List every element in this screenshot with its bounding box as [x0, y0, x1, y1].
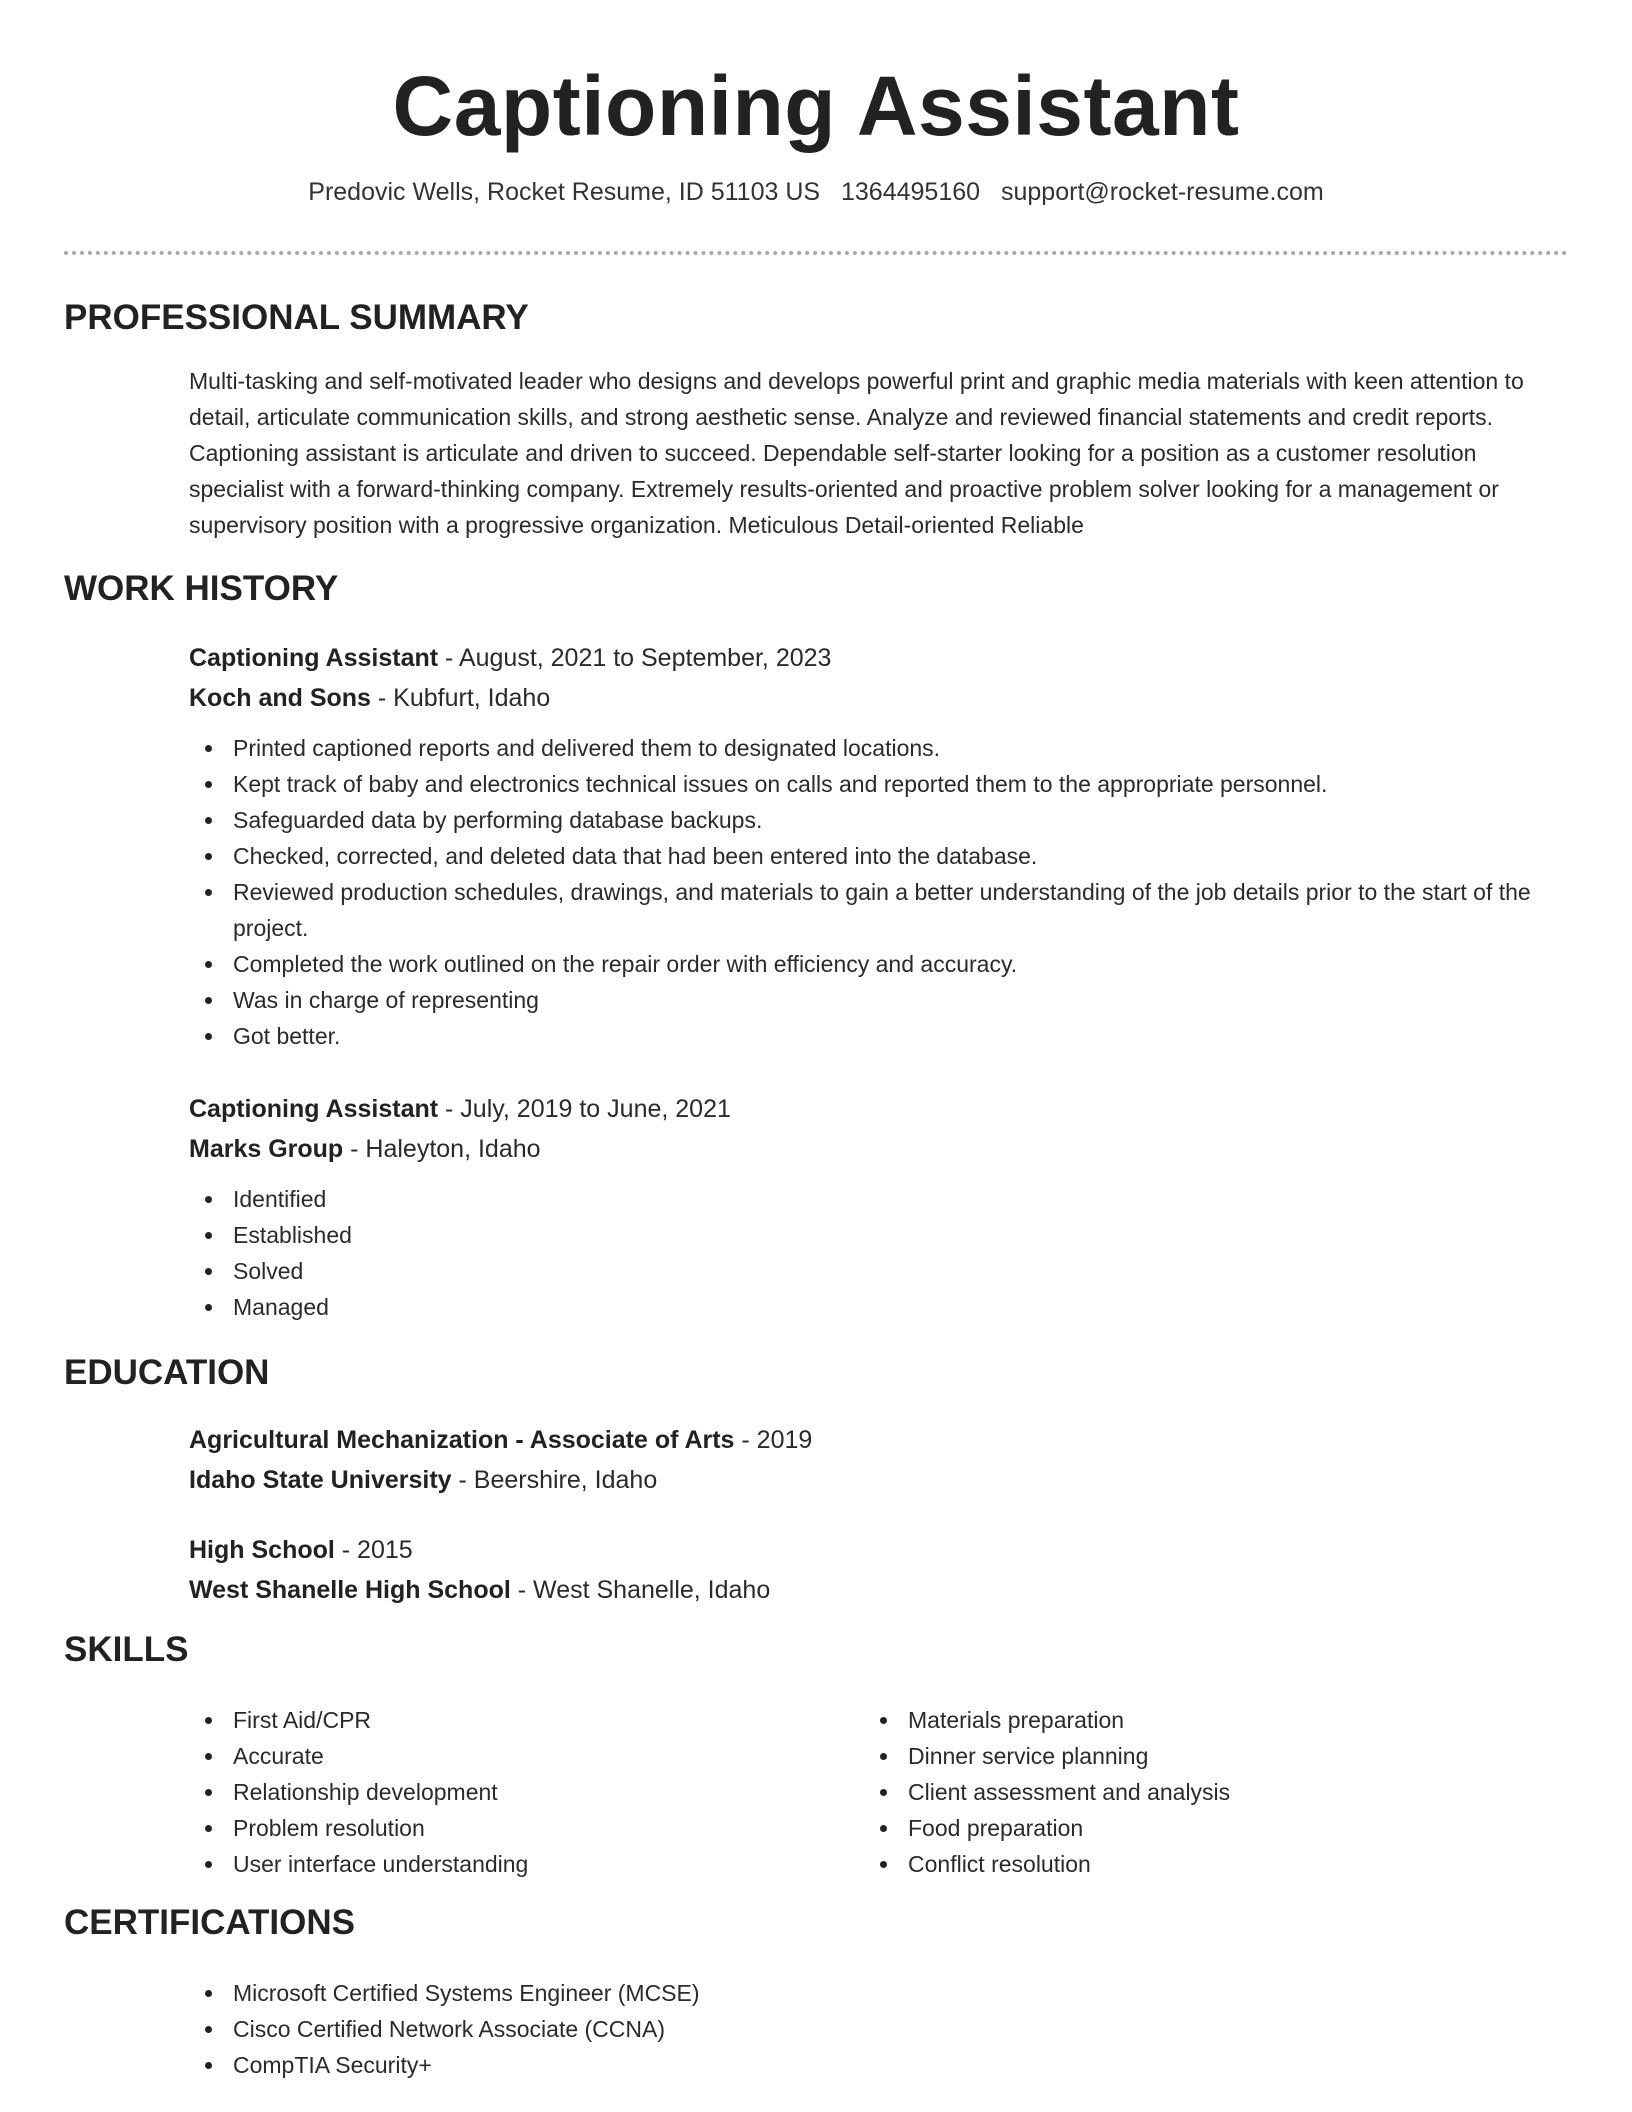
list-item: Safeguarded data by performing database backups. [189, 802, 1539, 838]
skills-heading: SKILLS [64, 1630, 189, 1669]
degree-year: - 2015 [334, 1536, 413, 1564]
summary-heading: PROFESSIONAL SUMMARY [64, 298, 529, 337]
job-location: - Kubfurt, Idaho [370, 684, 551, 712]
list-item: Dinner service planning [864, 1738, 1539, 1774]
school-line [189, 1460, 1539, 1500]
list-item: Cisco Certified Network Associate (CCNA) [189, 2011, 1539, 2047]
job-title-line [189, 1089, 1539, 1129]
job-title-line [189, 638, 1539, 678]
certifications-section [189, 1975, 1539, 2083]
degree-name: High School [189, 1536, 335, 1564]
list-item: Was in charge of representing [189, 982, 1539, 1018]
job-role: Captioning Assistant [189, 644, 439, 672]
education-entry [189, 1420, 1539, 1500]
school-line [189, 1570, 1539, 1610]
degree-line [189, 1530, 1539, 1570]
list-item: Conflict resolution [864, 1846, 1539, 1882]
contact-address: Predovic Wells, Rocket Resume, ID 51103 US [308, 178, 821, 206]
contact-line [0, 174, 1632, 210]
summary-text: Multi-tasking and self-motivated leader who designs and develops powerful print and graphic media materials with keen attention to detail, articulate communication skills, and strong aesthetic sense. Analyze and reviewed financial statements and credit reports. Captioning assistant is articulate and driven to succeed. Dependable self-starter looking for a position as a customer resolution specialist with a forward-thinking company. Extremely results-oriented and proactive problem solver looking for a management or supervisory position with a progressive organization. Meticulous Detail-oriented Reliable [189, 368, 1524, 538]
job-entry [189, 638, 1539, 1054]
school-location: - Beershire, Idaho [451, 1466, 658, 1494]
degree-line [189, 1420, 1539, 1460]
list-item: Identified [189, 1181, 1539, 1217]
skills-section [189, 1702, 1539, 1882]
list-item: Got better. [189, 1018, 1539, 1054]
job-bullets [189, 1181, 1539, 1325]
list-item: Checked, corrected, and deleted data that had been entered into the database. [189, 838, 1539, 874]
list-item: Accurate [189, 1738, 864, 1774]
list-item: Completed the work outlined on the repair order with efficiency and accuracy. [189, 946, 1539, 982]
list-item: Client assessment and analysis [864, 1774, 1539, 1810]
list-item: Reviewed production schedules, drawings, and materials to gain a better understanding of the job details prior to the start of the project. [189, 874, 1539, 946]
list-item: Printed captioned reports and delivered them to designated locations. [189, 730, 1539, 766]
job-company: Koch and Sons [189, 684, 371, 712]
certifications-heading: CERTIFICATIONS [64, 1903, 356, 1942]
job-dates: - August, 2021 to September, 2023 [438, 644, 832, 672]
candidate-name: Captioning Assistant [392, 59, 1240, 153]
work-history-heading: WORK HISTORY [64, 569, 339, 608]
education-entry [189, 1530, 1539, 1610]
list-item: CompTIA Security+ [189, 2047, 1539, 2083]
job-bullets [189, 730, 1539, 1054]
job-role: Captioning Assistant [189, 1095, 439, 1123]
list-item: Relationship development [189, 1774, 864, 1810]
skills-list-left [189, 1702, 864, 1882]
certifications-list [189, 1975, 1539, 2083]
header-divider [64, 251, 1568, 255]
degree-name: Agricultural Mechanization - Associate of Arts [189, 1426, 735, 1454]
list-item: Solved [189, 1253, 1539, 1289]
list-item: Managed [189, 1289, 1539, 1325]
list-item: Established [189, 1217, 1539, 1253]
list-item: Food preparation [864, 1810, 1539, 1846]
skills-list-right [864, 1702, 1539, 1882]
contact-email: support@rocket-resume.com [1001, 178, 1324, 206]
job-company-line [189, 1129, 1539, 1169]
job-entry [189, 1089, 1539, 1325]
skills-columns [189, 1702, 1539, 1882]
list-item: Materials preparation [864, 1702, 1539, 1738]
school-name: West Shanelle High School [189, 1576, 511, 1604]
list-item: User interface understanding [189, 1846, 864, 1882]
school-location: - West Shanelle, Idaho [510, 1576, 771, 1604]
job-company-line [189, 678, 1539, 718]
list-item: Problem resolution [189, 1810, 864, 1846]
list-item: Kept track of baby and electronics technical issues on calls and reported them to the appropriate personnel. [189, 766, 1539, 802]
education-heading: EDUCATION [64, 1353, 270, 1392]
job-company: Marks Group [189, 1135, 344, 1163]
list-item: Microsoft Certified Systems Engineer (MCSE) [189, 1975, 1539, 2011]
summary-section [189, 363, 1539, 543]
list-item: First Aid/CPR [189, 1702, 864, 1738]
job-location: - Haleyton, Idaho [343, 1135, 541, 1163]
contact-phone: 1364495160 [841, 178, 981, 206]
job-dates: - July, 2019 to June, 2021 [438, 1095, 731, 1123]
degree-year: - 2019 [734, 1426, 813, 1454]
resume-header [0, 0, 1632, 210]
school-name: Idaho State University [189, 1466, 452, 1494]
